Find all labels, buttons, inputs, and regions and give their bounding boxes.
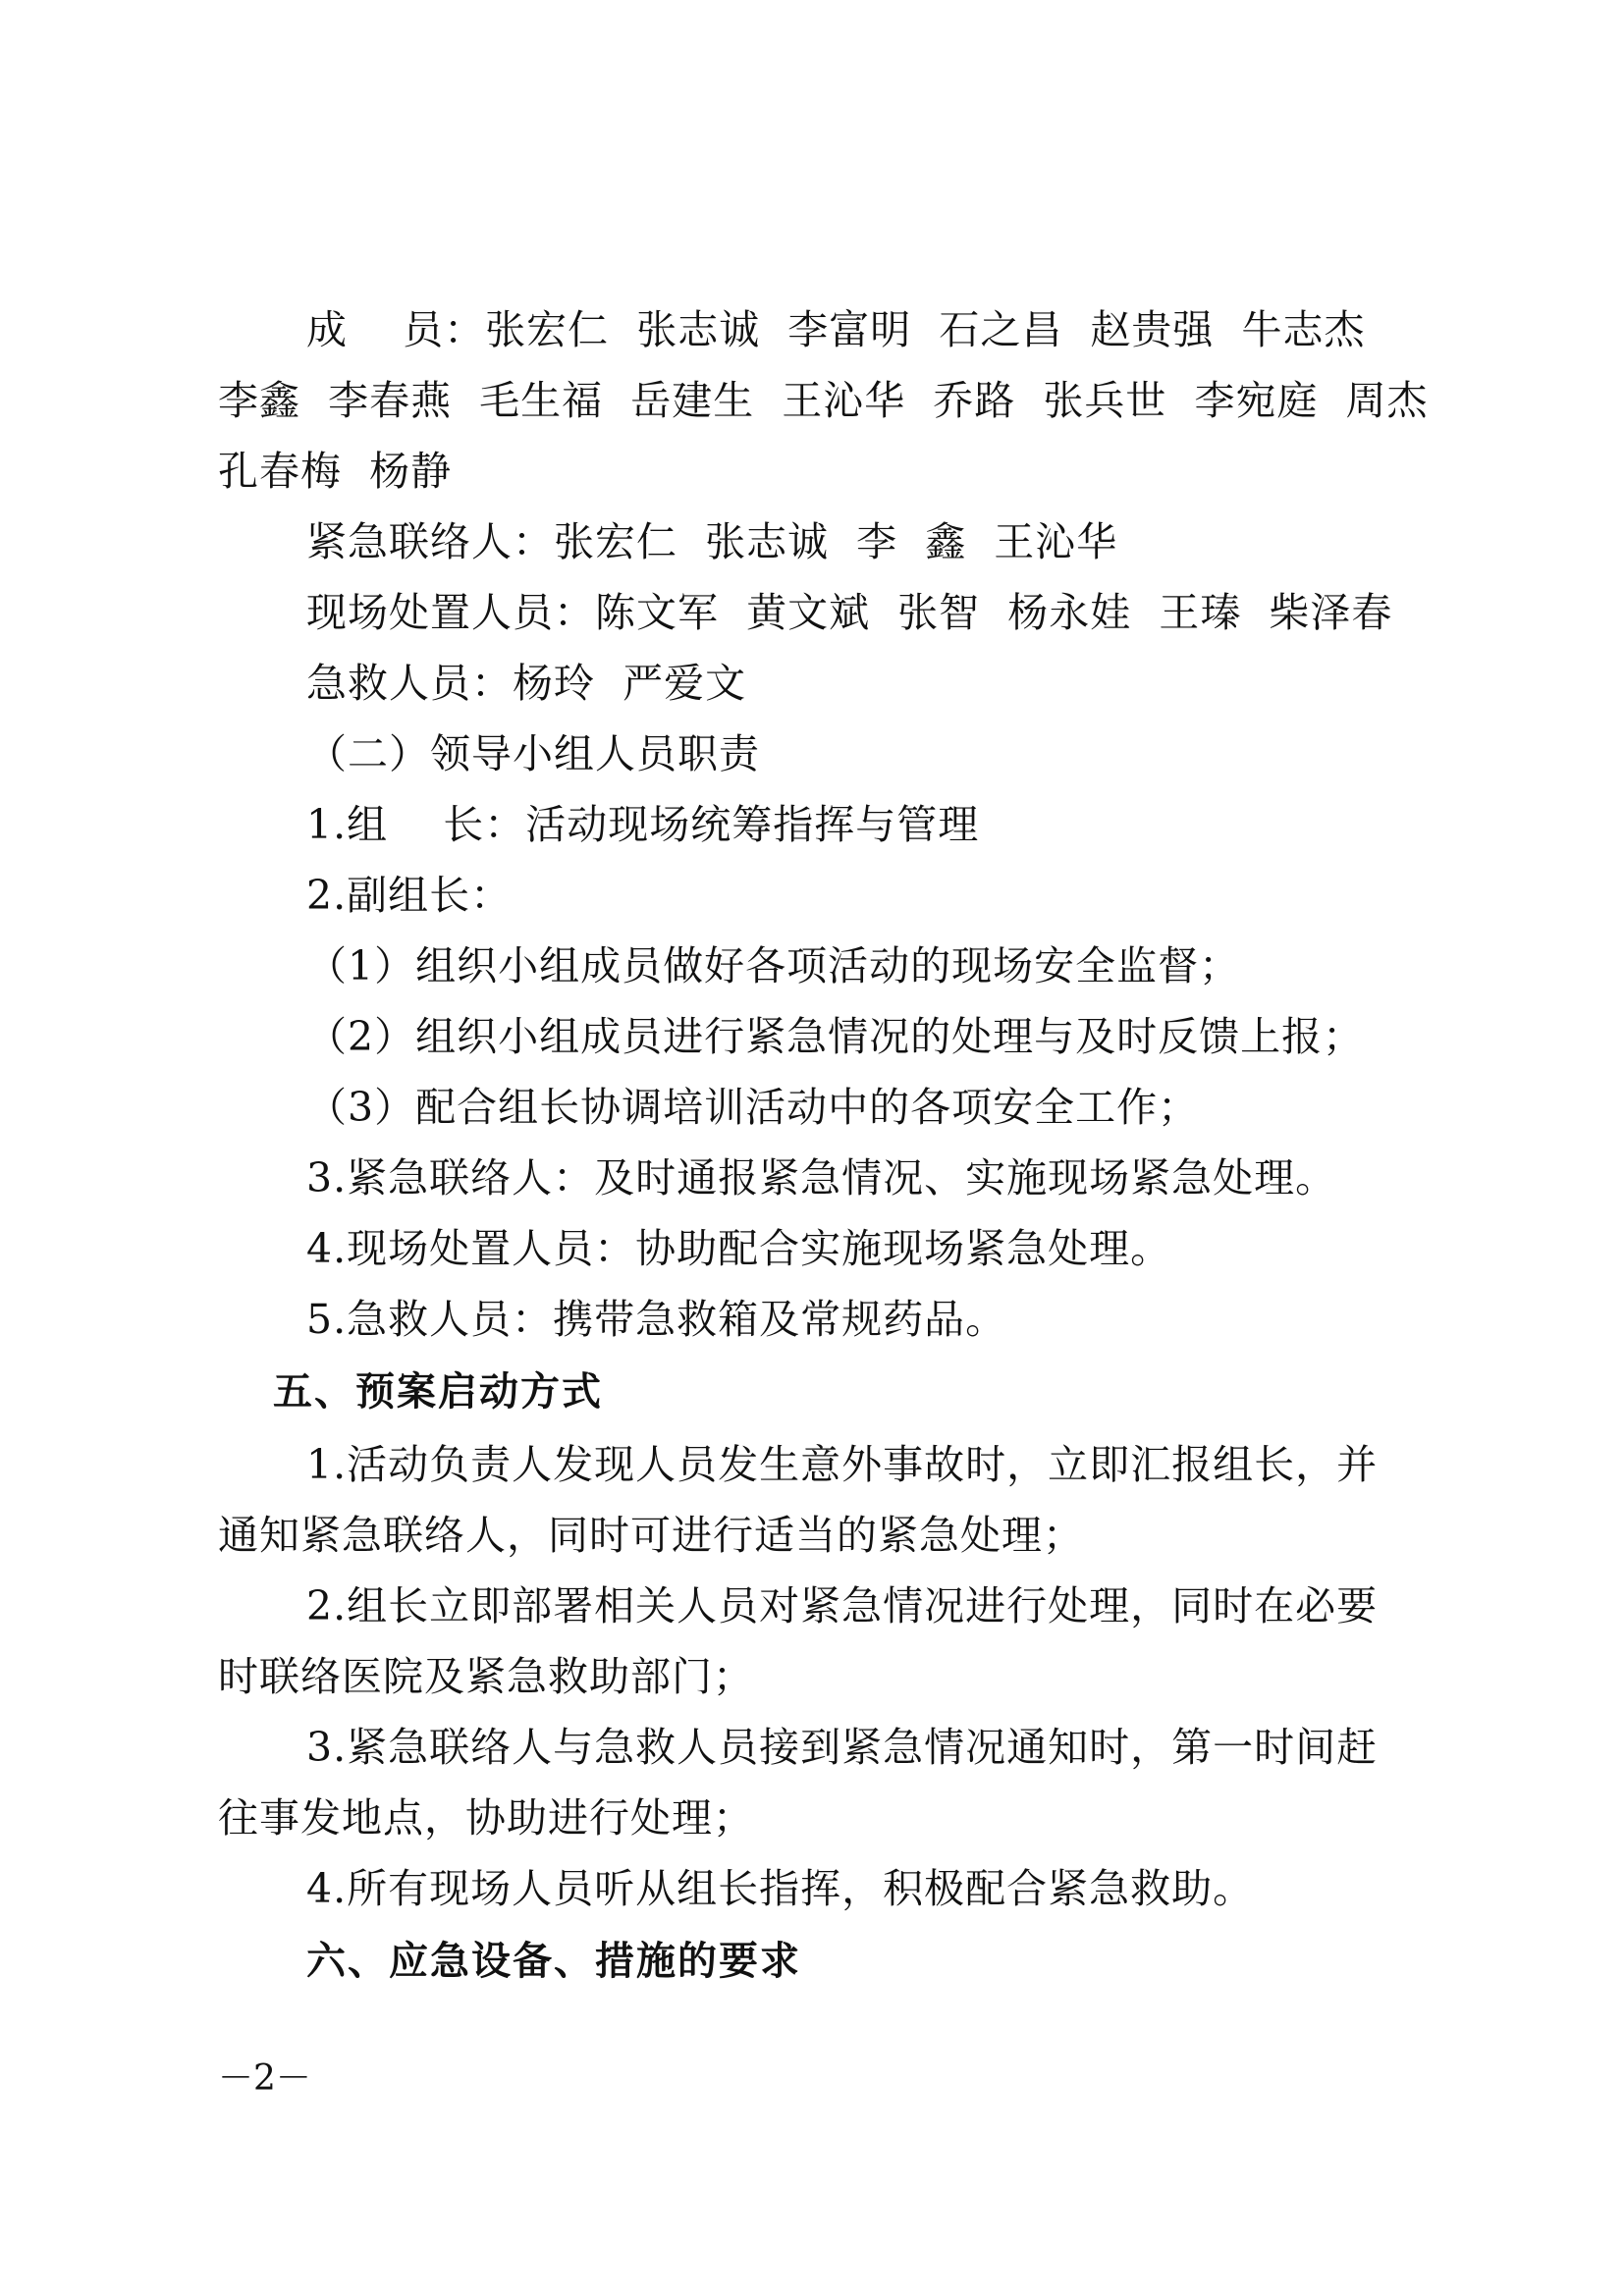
emergency-contacts-line: 紧急联络人：张宏仁 张志诚 李 鑫 王沁华	[306, 518, 1118, 565]
section-5-para-2-line-2: 时联络医院及紧急救助部门；	[218, 1653, 754, 1700]
first-aid-staff-line: 急救人员：杨玲 严爱文	[306, 660, 747, 707]
duties-heading: （二）领导小组人员职责	[306, 730, 760, 777]
section-5-heading: 五、预案启动方式	[273, 1369, 603, 1415]
section-5-para-1-line-1: 1.活动负责人发现人员发生意外事故时，立即汇报组长，并	[306, 1441, 1379, 1488]
section-5-para-3-line-2: 往事发地点，协助进行处理；	[218, 1794, 754, 1842]
duty-subitem-3: （3）配合组长协调培训活动中的各项安全工作；	[306, 1084, 1200, 1131]
duty-item-3: 3.紧急联络人：及时通报紧急情况、实施现场紧急处理。	[306, 1154, 1337, 1201]
duty-item-2: 2.副组长：	[306, 872, 513, 919]
duty-subitem-1: （1）组织小组成员做好各项活动的现场安全监督；	[306, 942, 1241, 989]
members-line-1: 成 员：张宏仁 张志诚 李富明 石之昌 赵贵强 牛志杰	[306, 306, 1366, 353]
duty-item-5: 5.急救人员：携带急救箱及常规药品。	[306, 1296, 1007, 1343]
section-6-heading: 六、应急设备、措施的要求	[306, 1939, 801, 1984]
section-5-para-4-line-1: 4.所有现场人员听从组长指挥，积极配合紧急救助。	[306, 1865, 1255, 1912]
members-line-3: 孔春梅 杨静	[218, 448, 453, 495]
section-5-para-3-line-1: 3.紧急联络人与急救人员接到紧急情况通知时，第一时间赶	[306, 1724, 1379, 1771]
page-number: －2－	[218, 2058, 311, 2099]
duty-item-4: 4.现场处置人员：协助配合实施现场紧急处理。	[306, 1225, 1172, 1272]
section-5-para-1-line-2: 通知紧急联络人，同时可进行适当的紧急处理；	[218, 1512, 1084, 1559]
section-5-para-2-line-1: 2.组长立即部署相关人员对紧急情况进行处理，同时在必要	[306, 1582, 1379, 1629]
duty-item-1: 1.组 长：活动现场统筹指挥与管理	[306, 801, 980, 848]
duty-subitem-2: （2）组织小组成员进行紧急情况的处理与及时反馈上报；	[306, 1013, 1365, 1060]
members-line-2: 李鑫 李春燕 毛生福 岳建生 王沁华 乔路 张兵世 李宛庭 周杰	[218, 377, 1429, 424]
onsite-staff-line: 现场处置人员：陈文军 黄文斌 张智 杨永娃 王瑧 柴泽春	[306, 589, 1393, 636]
